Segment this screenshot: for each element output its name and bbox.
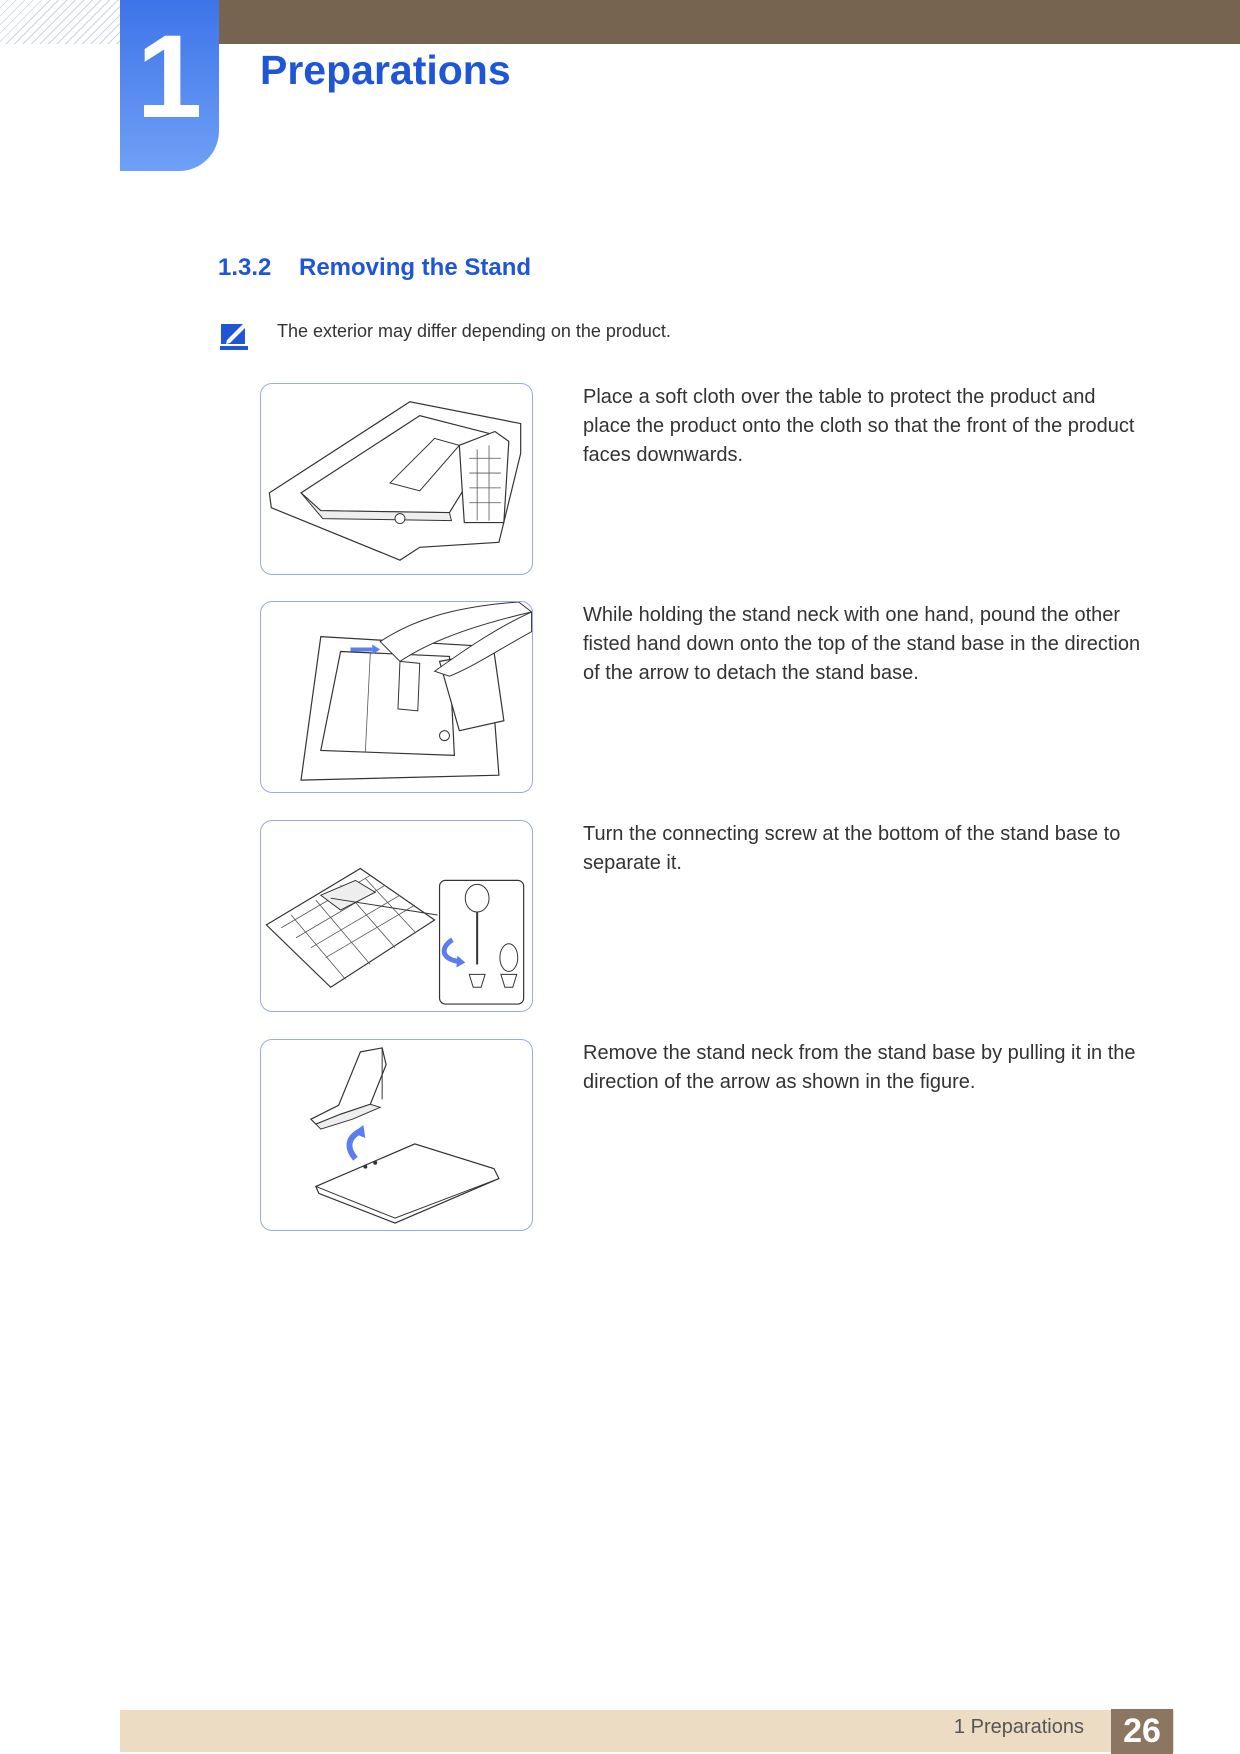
step-4-illustration [260, 1039, 533, 1231]
step-2-text: While holding the stand neck with one hand, pound the other fisted hand down onto the top of the stand base in the direction of the arrow to detach the stand base. [583, 604, 1141, 684]
section-heading [218, 254, 531, 282]
footer-chapter-label: 1 Preparations [953, 1716, 1084, 1738]
step-2-illustration [260, 601, 533, 793]
step-1-text: Place a soft cloth over the table to protect the product and place the product onto the cloth so that the front of the product faces downwards. [583, 386, 1135, 466]
step-3-text: Turn the connecting screw at the bottom of the stand base to separate it. [583, 823, 1121, 874]
step-1-illustration [260, 383, 533, 575]
step-4-text: Remove the stand neck from the stand base by pulling it in the direction of the arrow as shown in the figure. [583, 1042, 1136, 1093]
chapter-tab [120, 0, 219, 171]
note-pencil-icon [219, 320, 249, 352]
header-hatch-pattern [0, 0, 120, 44]
step-3-illustration [260, 820, 533, 1012]
section-title: Removing the Stand [299, 254, 532, 281]
chapter-title: Preparations [260, 47, 511, 93]
header-bar [219, 0, 1240, 44]
chapter-number: 1 [136, 11, 203, 143]
note-text: The exterior may differ depending on the product. [277, 321, 671, 341]
section-number: 1.3.2 [218, 254, 272, 281]
page-number: 26 [1111, 1709, 1173, 1754]
